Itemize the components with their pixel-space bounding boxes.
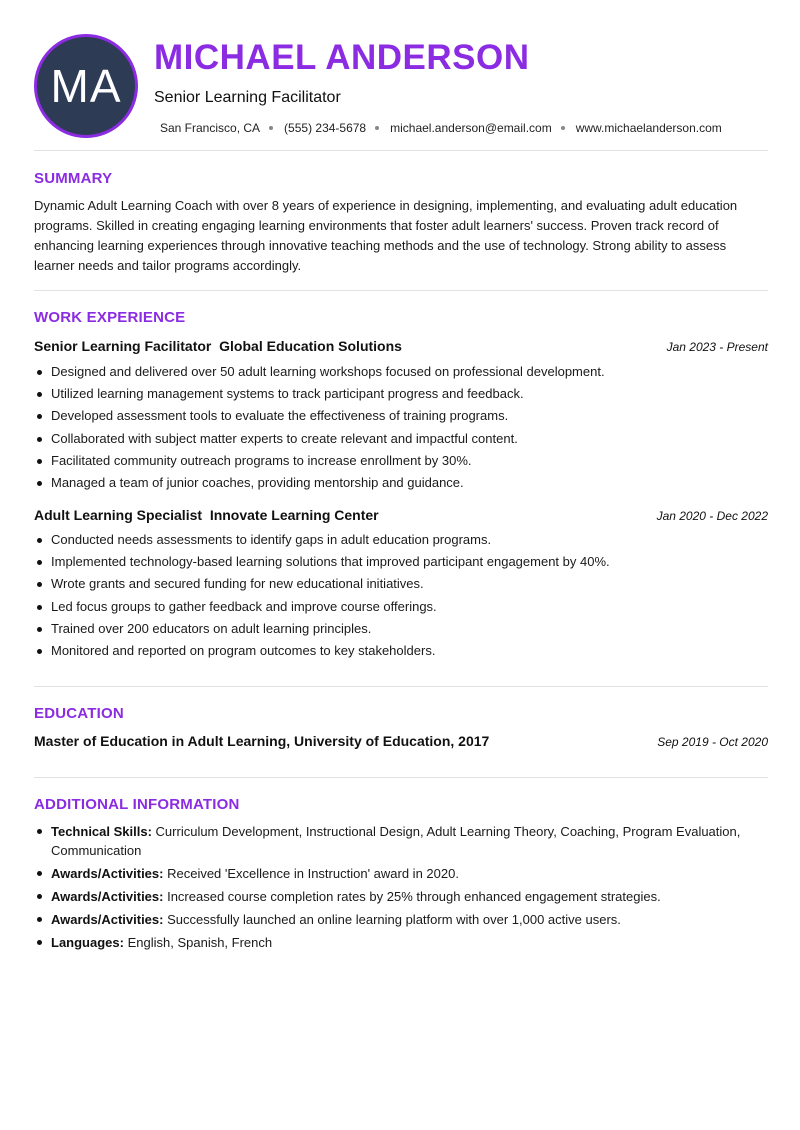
list-item [34,887,768,906]
item-text: Increased course completion rates by 25% through enhanced engagement strategies. [167,889,661,904]
list-item: Facilitated community outreach programs to increase enrollment by 30%. [34,452,768,474]
list-item: Developed assessment tools to evaluate the effectiveness of training programs. [34,407,768,429]
job-title-line [34,338,402,354]
job-dates: Jan 2020 - Dec 2022 [656,509,768,523]
summary-text: Dynamic Adult Learning Coach with over 8 years of experience in designing, implementing, and evaluating adult education programs. Skilled in creating engaging learning environments that foster adult learners' success. Proven track record of enhancing learning experiences through innovative teaching methods and the use of technology. Strong ability to assess learner needs and tailor programs accordingly. [34,198,738,273]
item-label: Awards/Activities: [51,866,164,881]
item-label: Languages: [51,935,124,950]
list-item: Wrote grants and secured funding for new educational initiatives. [34,575,768,597]
list-item [34,933,768,952]
resume-header [34,34,768,138]
education-degree: Master of Education in Adult Learning, University of Education, 2017 [34,733,490,749]
job-bullets [34,363,768,496]
item-text: English, Spanish, French [127,935,273,950]
list-item: Conducted needs assessments to identify gaps in adult education programs. [34,531,768,553]
candidate-role: Senior Learning Facilitator [154,89,341,106]
additional-heading: ADDITIONAL INFORMATION [34,796,240,813]
list-item [34,822,768,860]
job-title: Adult Learning Specialist [34,507,203,523]
contact-line [160,121,722,135]
summary-heading: SUMMARY [34,170,113,187]
list-item: Implemented technology-based learning solutions that improved participant engagement by 40%. [34,553,768,575]
education-heading: EDUCATION [34,705,124,722]
item-text: Received 'Excellence in Instruction' award in 2020. [167,866,459,881]
contact-website[interactable]: www.michaelanderson.com [575,121,722,135]
contact-location: San Francisco, CA [160,121,261,135]
contact-phone: (555) 234-5678 [284,121,367,135]
list-item: Designed and delivered over 50 adult learning workshops focused on professional development. [34,363,768,385]
section-divider [34,777,768,778]
job-title-line [34,507,379,523]
education-entry [34,733,768,751]
list-item: Led focus groups to gather feedback and improve course offerings. [34,598,768,620]
list-item: Utilized learning management systems to track participant progress and feedback. [34,385,768,407]
section-divider [34,290,768,291]
job-dates: Jan 2023 - Present [666,340,768,354]
item-label: Awards/Activities: [51,889,164,904]
candidate-name: MICHAEL ANDERSON [154,38,530,77]
item-text: Curriculum Development, Instructional Design, Adult Learning Theory, Coaching, Program Evaluation, Communication [51,824,741,858]
section-divider [34,150,768,151]
item-text: Successfully launched an online learning platform with over 1,000 active users. [167,912,621,927]
separator-dot [375,126,379,130]
item-label: Technical Skills: [51,824,152,839]
section-divider [34,686,768,687]
job-header [34,507,768,525]
job-company: Innovate Learning Center [209,507,379,523]
list-item [34,864,768,883]
separator-dot [561,126,565,130]
contact-email[interactable]: michael.anderson@email.com [390,121,552,135]
list-item [34,910,768,929]
job-header [34,338,768,356]
additional-list [34,822,768,956]
list-item: Managed a team of junior coaches, providing mentorship and guidance. [34,474,768,496]
separator-dot [269,126,273,130]
avatar: MA [34,34,138,138]
item-label: Awards/Activities: [51,912,164,927]
job-bullets [34,531,768,664]
list-item: Collaborated with subject matter experts to create relevant and impactful content. [34,430,768,452]
job-title: Senior Learning Facilitator [34,338,212,354]
education-dates: Sep 2019 - Oct 2020 [657,735,768,749]
list-item: Trained over 200 educators on adult learning principles. [34,620,768,642]
list-item: Monitored and reported on program outcomes to key stakeholders. [34,642,768,664]
job-company: Global Education Solutions [219,338,402,354]
experience-heading: WORK EXPERIENCE [34,309,186,326]
